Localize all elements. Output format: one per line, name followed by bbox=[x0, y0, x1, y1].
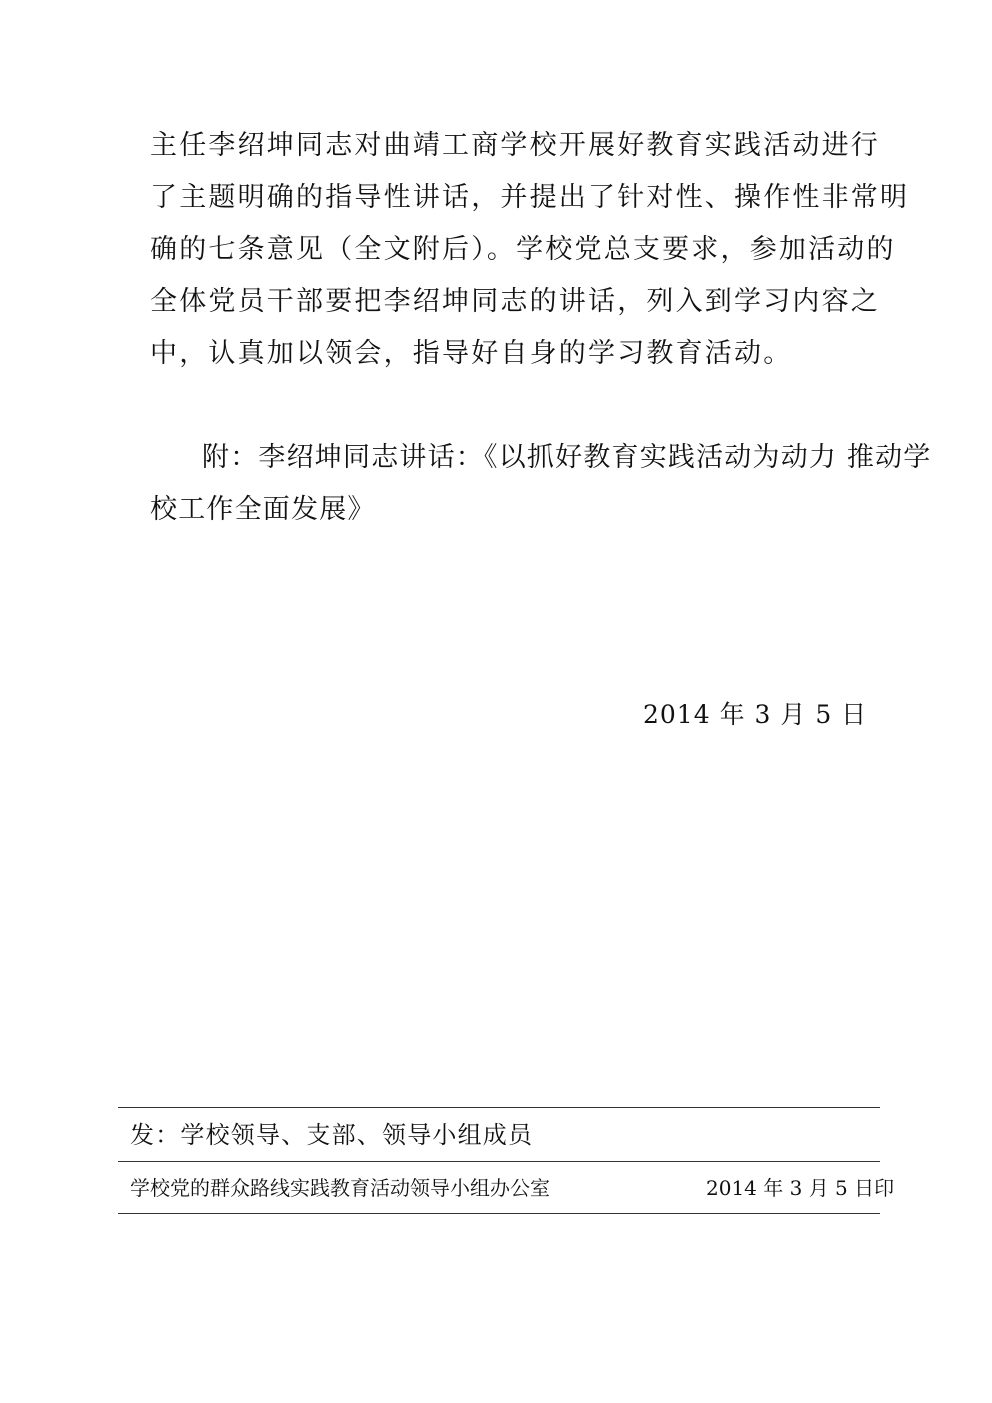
body-line-5: 中，认真加以领会，指导好自身的学习教育活动。 bbox=[150, 338, 793, 369]
footer-top-divider bbox=[118, 1107, 880, 1108]
issuing-office: 学校党的群众路线实践教育活动领导小组办公室 bbox=[130, 1176, 550, 1200]
body-paragraph bbox=[150, 120, 910, 380]
attachment-line-2: 校工作全面发展》 bbox=[150, 494, 376, 525]
body-line-2: 了主题明确的指导性讲话，并提出了针对性、操作性非常明 bbox=[150, 182, 910, 213]
signature-date: 2014 年 3 月 5 日 bbox=[643, 700, 868, 729]
body-line-1: 主任李绍坤同志对曲靖工商学校开展好教育实践活动进行 bbox=[150, 130, 880, 161]
body-line-4: 全体党员干部要把李绍坤同志的讲话，列入到学习内容之 bbox=[150, 286, 880, 317]
footer-middle-divider bbox=[118, 1161, 880, 1162]
footer-bottom-divider bbox=[118, 1213, 880, 1214]
print-date: 2014 年 3 月 5 日印 bbox=[706, 1176, 895, 1200]
body-line-3: 确的七条意见（全文附后）。学校党总支要求，参加活动的 bbox=[150, 234, 896, 265]
distribution-list: 发：学校领导、支部、领导小组成员 bbox=[130, 1121, 534, 1149]
attachment-line-1: 附：李绍坤同志讲话：《以抓好教育实践活动为动力 推动学 bbox=[202, 442, 932, 473]
attachment-note bbox=[150, 432, 932, 536]
